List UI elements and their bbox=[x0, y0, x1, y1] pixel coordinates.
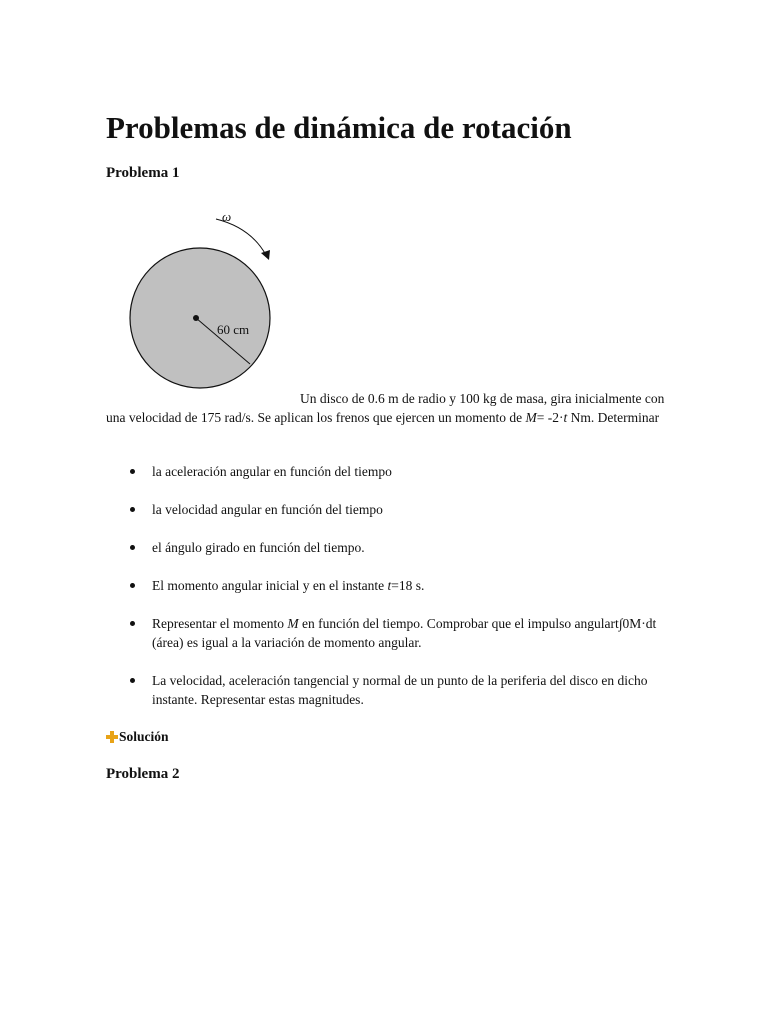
disk bbox=[130, 248, 270, 388]
problem-1-statement: Un disco de 0.6 m de radio y 100 kg de masa, gira inicialmente con una velocidad de 175 rad/s. Se aplican los frenos que ejercen un momento de M= -2·t Nm. Determinar bbox=[106, 391, 665, 425]
omega-label: ω bbox=[222, 209, 232, 224]
rotation-arrow-icon bbox=[216, 219, 267, 257]
plus-icon bbox=[106, 731, 118, 743]
arrow-head-icon bbox=[261, 250, 270, 260]
list-item: El momento angular inicial y en el instante t=18 s. bbox=[106, 576, 666, 595]
radius-label: 60 cm bbox=[217, 322, 250, 337]
list-item: la aceleración angular en función del tiempo bbox=[106, 462, 666, 481]
list-item: el ángulo girado en función del tiempo. bbox=[106, 538, 666, 557]
solution-label: Solución bbox=[119, 729, 169, 744]
solution-toggle[interactable] bbox=[106, 729, 169, 745]
list-item: La velocidad, aceleración tangencial y normal de un punto de la periferia del disco en dicho instante. Representar estas magnitudes. bbox=[106, 671, 666, 709]
list-item: Representar el momento M en función del tiempo. Comprobar que el impulso angulart∫0M·dt (área) es igual a la variación de momento angular. bbox=[106, 614, 666, 652]
problem-2-heading: Problema 2 bbox=[106, 766, 180, 782]
rotating-disk-figure bbox=[124, 206, 284, 396]
problem-1-heading: Problema 1 bbox=[106, 165, 180, 181]
list-item: la velocidad angular en función del tiempo bbox=[106, 500, 666, 519]
question-list bbox=[106, 462, 666, 709]
page-title: Problemas de dinámica de rotación bbox=[106, 110, 572, 145]
